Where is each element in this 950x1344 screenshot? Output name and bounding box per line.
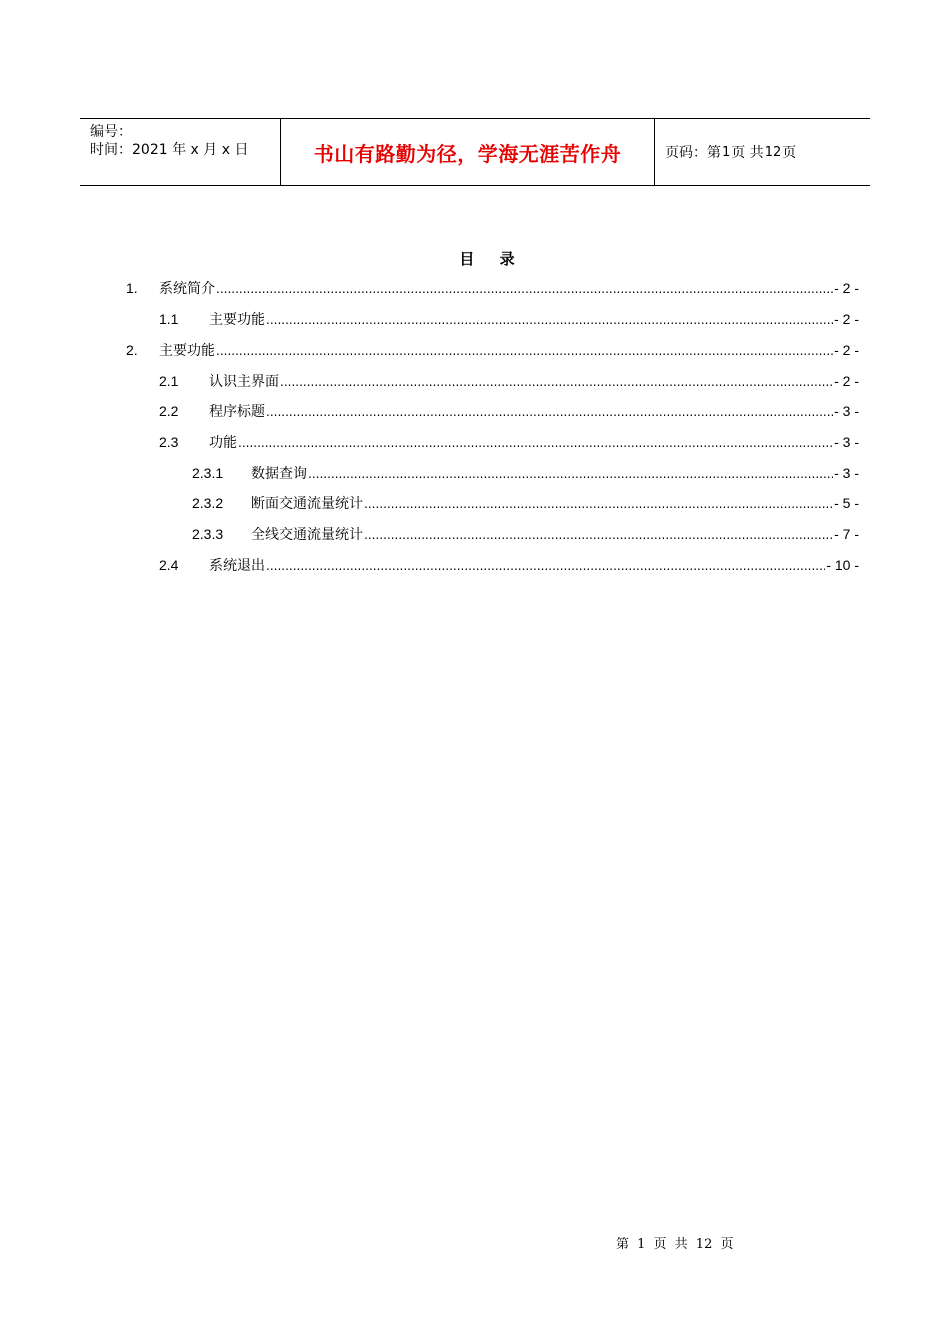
page-suffix: 页 [782, 145, 797, 161]
toc-leader-dots [308, 467, 833, 481]
document-number-label: 编号： [90, 124, 132, 140]
toc-entry-number: 2.2 [159, 403, 179, 419]
page-footer: 第 1 页 共 12 页 [616, 1237, 734, 1252]
toc-leader-dots [216, 344, 833, 358]
toc-entry-number: 2.3.2 [192, 495, 224, 511]
toc-entry-number: 2.3 [159, 434, 179, 450]
toc-entry-page: - 3 - [834, 403, 859, 419]
toc-entry-number: 2.3.3 [192, 526, 224, 542]
toc-leader-dots [364, 497, 833, 511]
page-current: 1 [722, 144, 731, 160]
toc-entry-text: 认识主界面 [209, 374, 279, 390]
page-mid: 页 共 [731, 145, 764, 161]
page-prefix: 页码：第 [665, 145, 721, 161]
toc-entry-text: 断面交通流量统计 [251, 496, 363, 512]
toc-leader-dots [216, 282, 833, 296]
toc-entry-page: - 3 - [834, 465, 859, 481]
toc-entry-number: 1. [126, 280, 138, 296]
toc-entry-text: 主要功能 [209, 312, 265, 328]
toc-entry[interactable] [192, 524, 859, 546]
toc-entry-text: 全线交通流量统计 [251, 527, 363, 543]
toc-entry[interactable] [159, 309, 859, 331]
toc-title: 目 录 [459, 250, 525, 268]
document-time-label: 时间：2021 年 x 月 x 日 [90, 142, 249, 158]
toc-leader-dots [364, 528, 833, 542]
toc-entry[interactable] [192, 463, 859, 485]
toc-entry[interactable] [192, 493, 859, 515]
toc-entry-page: - 3 - [834, 434, 859, 450]
toc-leader-dots [266, 559, 825, 573]
toc-entry[interactable] [159, 401, 859, 423]
toc-entry-text: 功能 [209, 435, 237, 451]
toc-entry[interactable] [126, 278, 859, 300]
header-meta-cell [80, 119, 281, 185]
toc-entry[interactable] [159, 432, 859, 454]
toc-entry-page: - 2 - [834, 311, 859, 327]
toc-entry[interactable] [159, 555, 859, 577]
toc-entry[interactable] [159, 371, 859, 393]
toc-entry-number: 2.4 [159, 557, 179, 573]
toc-entry-page: - 7 - [834, 526, 859, 542]
toc-entry-page: - 2 - [834, 280, 859, 296]
toc-entry-number: 1.1 [159, 311, 179, 327]
toc-entry-text: 程序标题 [209, 404, 265, 420]
toc-entry-text: 主要功能 [159, 343, 215, 359]
toc-entry-page: - 5 - [834, 495, 859, 511]
toc-entry-page: - 2 - [834, 373, 859, 389]
toc-leader-dots [280, 375, 833, 389]
toc-entry-number: 2.3.1 [192, 465, 224, 481]
header-page-cell [655, 119, 870, 185]
toc-entry-text: 系统简介 [159, 281, 215, 297]
toc-entry-page: - 10 - [826, 557, 859, 573]
page-total: 12 [764, 144, 782, 160]
toc-leader-dots [238, 436, 833, 450]
toc-entry-number: 2. [126, 342, 138, 358]
toc-leader-dots [266, 313, 833, 327]
toc-entry-text: 系统退出 [209, 558, 265, 574]
header-motto-cell [281, 119, 655, 185]
document-header-table [80, 118, 870, 186]
toc-entry[interactable] [126, 340, 859, 362]
toc-leader-dots [266, 405, 833, 419]
header-motto: 书山有路勤为径，学海无涯苦作舟 [313, 141, 622, 166]
toc-entry-number: 2.1 [159, 373, 179, 389]
toc-entry-page: - 2 - [834, 342, 859, 358]
toc-entry-text: 数据查询 [251, 466, 307, 482]
